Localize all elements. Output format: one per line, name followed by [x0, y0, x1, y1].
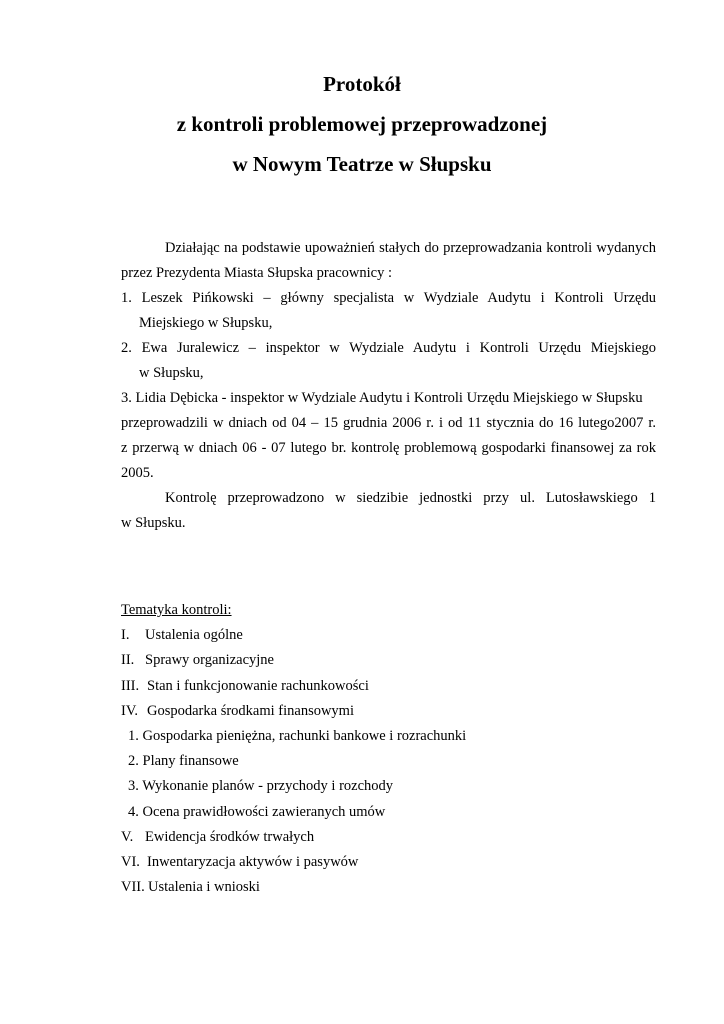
person-1-text: Leszek Pińkowski – główny specjalista w Wydziale Audytu i Kontroli Urzędu	[141, 290, 656, 306]
title-line-subject: z kontroli problemowej przeprowadzonej	[176, 112, 548, 136]
place-line-1: Kontrolę przeprowadzono w siedzibie jednostki przy ul. Lutosławskiego 1	[165, 490, 656, 506]
person-2-number: 2.	[121, 340, 132, 356]
topics-section	[121, 598, 681, 900]
topic-label: Ustalenia i wnioski	[148, 879, 260, 896]
topics-heading: Tematyka kontroli:	[121, 602, 232, 618]
dates-line-2: z przerwą w dniach 06 - 07 lutego br. kontrolę problemową gospodarki finansowej za rok	[121, 440, 656, 456]
person-1-number: 1.	[121, 290, 132, 306]
topic-item	[121, 699, 681, 724]
person-2-text: Ewa Juralewicz – inspektor w Wydziale Audytu i Kontroli Urzędu Miejskiego	[141, 340, 657, 356]
topic-item	[121, 825, 681, 850]
dates-line-3: 2005.	[121, 465, 154, 481]
document-title	[0, 64, 724, 184]
person-2-line-2: w Słupsku,	[139, 365, 204, 381]
topic-label: Gospodarka środkami finansowymi	[147, 702, 354, 719]
person-2-line-1	[121, 336, 656, 361]
title-line-protokol: Protokół	[323, 72, 401, 96]
topic-subitem: 2. Plany finansowe	[128, 753, 239, 770]
topic-number: IV.	[121, 702, 139, 719]
title-line-place: w Nowym Teatrze w Słupsku	[232, 152, 492, 176]
intro-section	[121, 236, 656, 536]
topic-label: Stan i funkcjonowanie rachunkowości	[147, 677, 369, 694]
topic-label: Inwentaryzacja aktywów i pasywów	[147, 854, 359, 871]
topic-subitem: 3. Wykonanie planów - przychody i rozchody	[128, 778, 394, 795]
topic-item	[121, 875, 681, 900]
person-1-line-2: Miejskiego w Słupsku,	[139, 315, 273, 331]
topic-item	[121, 623, 681, 648]
topic-item	[121, 674, 681, 699]
topic-label: Sprawy organizacyjne	[145, 652, 274, 669]
topic-number: VI.	[121, 854, 140, 871]
intro-paragraph-line-2: przez Prezydenta Miasta Słupska pracownicy :	[121, 265, 392, 281]
topic-item	[121, 648, 681, 673]
dates-line-1: przeprowadzili w dniach od 04 – 15 grudnia 2006 r. i od 11 stycznia do 16 lutego2007 r.	[121, 415, 656, 431]
topic-label: Ewidencja środków trwałych	[145, 828, 315, 845]
topic-number: II.	[121, 652, 135, 669]
topic-subitem: 4. Ocena prawidłowości zawieranych umów	[128, 803, 386, 820]
intro-paragraph-line-1: Działając na podstawie upoważnień stałych do przeprowadzania kontroli wydanych	[165, 240, 656, 256]
topic-number: VII.	[121, 879, 145, 896]
topic-item	[121, 850, 681, 875]
topic-subitem: 1. Gospodarka pieniężna, rachunki bankowe i rozrachunki	[128, 728, 467, 745]
topic-number: III.	[121, 677, 140, 694]
topic-number: V.	[121, 828, 134, 845]
person-3-line: 3. Lidia Dębicka - inspektor w Wydziale Audytu i Kontroli Urzędu Miejskiego w Słupsku	[121, 390, 643, 406]
topic-number: I.	[121, 627, 130, 644]
topic-label: Ustalenia ogólne	[145, 627, 243, 644]
place-line-2: w Słupsku.	[121, 515, 186, 531]
person-1-line-1	[121, 286, 656, 311]
